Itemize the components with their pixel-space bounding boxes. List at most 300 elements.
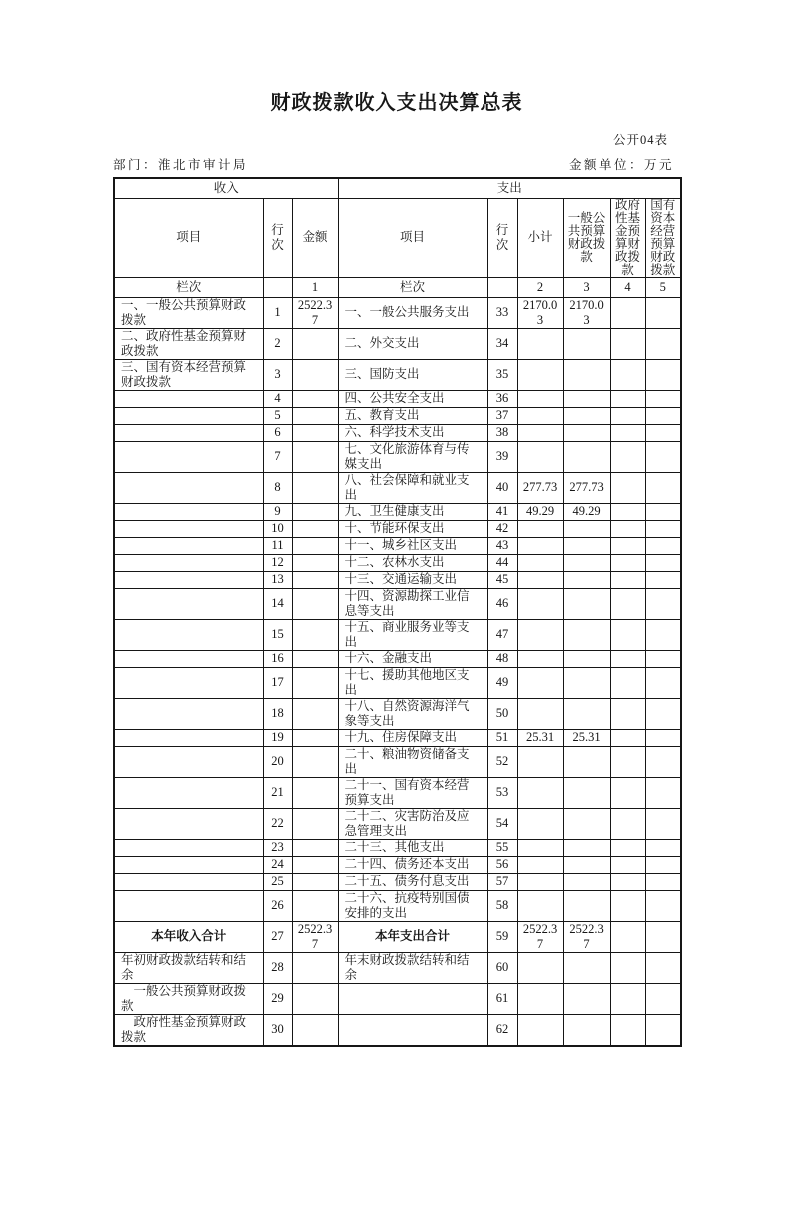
income-amount-cell <box>292 839 338 856</box>
expense-item-cell: 十二、农林水支出 <box>338 554 487 571</box>
general-budget-header: 一般公共预算财政拨款 <box>563 198 610 277</box>
expense-general-budget-cell <box>563 952 610 983</box>
expense-subtotal-cell <box>517 698 563 729</box>
expense-item-cell <box>338 1014 487 1046</box>
expense-item-cell: 一、一般公共服务支出 <box>338 297 487 328</box>
expense-state-capital-cell <box>645 983 681 1014</box>
expense-gov-fund-cell <box>610 952 645 983</box>
expense-gov-fund-cell <box>610 729 645 746</box>
expense-general-budget-cell: 25.31 <box>563 729 610 746</box>
expense-gov-fund-cell <box>610 328 645 359</box>
expense-lineno-index-blank <box>487 277 517 297</box>
expense-lineno-cell: 38 <box>487 424 517 441</box>
expense-subtotal-cell <box>517 1014 563 1046</box>
expense-state-capital-cell <box>645 390 681 407</box>
income-amount-cell <box>292 777 338 808</box>
income-lineno-cell: 21 <box>263 777 292 808</box>
income-lineno-cell: 23 <box>263 839 292 856</box>
table-row <box>114 359 681 390</box>
table-row <box>114 839 681 856</box>
expense-item-cell: 二十一、国有资本经营预算支出 <box>338 777 487 808</box>
expense-subtotal-cell <box>517 537 563 554</box>
income-lineno-header-text: 行次 <box>271 222 284 252</box>
department-label: 部门：淮北市审计局 <box>113 158 249 172</box>
expense-lineno-cell: 36 <box>487 390 517 407</box>
expense-state-capital-cell <box>645 472 681 503</box>
income-amount-cell <box>292 328 338 359</box>
expense-lineno-cell: 58 <box>487 890 517 921</box>
expense-item-cell: 十四、资源勘探工业信息等支出 <box>338 588 487 619</box>
expense-general-budget-cell <box>563 808 610 839</box>
income-lineno-cell: 17 <box>263 667 292 698</box>
table-row <box>114 1014 681 1046</box>
income-lineno-cell: 1 <box>263 297 292 328</box>
expense-item-cell: 六、科学技术支出 <box>338 424 487 441</box>
table-row <box>114 619 681 650</box>
expense-state-capital-cell <box>645 839 681 856</box>
column-index-row <box>114 277 681 297</box>
expense-gov-fund-cell <box>610 856 645 873</box>
expense-lineno-cell: 41 <box>487 503 517 520</box>
expense-subtotal-cell <box>517 890 563 921</box>
expense-state-capital-cell <box>645 571 681 588</box>
expense-item-cell: 十六、金融支出 <box>338 650 487 667</box>
expense-general-budget-cell: 2170.03 <box>563 297 610 328</box>
expense-item-cell: 五、教育支出 <box>338 407 487 424</box>
table-row <box>114 571 681 588</box>
expense-gov-fund-cell <box>610 983 645 1014</box>
expense-lineno-cell: 55 <box>487 839 517 856</box>
expense-general-budget-cell <box>563 667 610 698</box>
expense-general-budget-cell <box>563 441 610 472</box>
expense-lineno-cell: 48 <box>487 650 517 667</box>
expense-state-capital-cell <box>645 441 681 472</box>
expense-general-budget-cell <box>563 571 610 588</box>
income-lineno-cell: 6 <box>263 424 292 441</box>
expense-lineno-header <box>487 198 517 277</box>
expense-lineno-cell: 59 <box>487 921 517 952</box>
column-header-row <box>114 198 681 277</box>
expense-general-budget-cell: 49.29 <box>563 503 610 520</box>
expense-item-cell: 二十三、其他支出 <box>338 839 487 856</box>
income-amount-cell <box>292 441 338 472</box>
expense-gov-fund-cell <box>610 650 645 667</box>
expense-gov-fund-cell <box>610 424 645 441</box>
income-lineno-cell: 26 <box>263 890 292 921</box>
income-item-cell <box>114 746 263 777</box>
expense-subtotal-cell <box>517 777 563 808</box>
expense-lineno-cell: 60 <box>487 952 517 983</box>
expense-subtotal-cell: 49.29 <box>517 503 563 520</box>
income-lineno-cell: 24 <box>263 856 292 873</box>
expense-general-budget-cell: 2522.37 <box>563 921 610 952</box>
income-item-cell <box>114 856 263 873</box>
income-amount-cell <box>292 359 338 390</box>
table-row <box>114 856 681 873</box>
table-row <box>114 729 681 746</box>
expense-lineno-cell: 61 <box>487 983 517 1014</box>
income-lineno-cell: 9 <box>263 503 292 520</box>
expense-state-capital-cell <box>645 873 681 890</box>
income-item-cell: 一、一般公共预算财政拨款 <box>114 297 263 328</box>
income-lineno-cell: 27 <box>263 921 292 952</box>
expense-general-budget-cell <box>563 839 610 856</box>
expense-lineno-cell: 39 <box>487 441 517 472</box>
income-amount-cell: 2522.37 <box>292 921 338 952</box>
expense-subtotal-cell <box>517 571 563 588</box>
expense-gov-fund-cell <box>610 520 645 537</box>
expense-item-header: 项目 <box>338 198 487 277</box>
expense-subtotal-cell <box>517 619 563 650</box>
expense-subtotal-cell <box>517 588 563 619</box>
income-item-cell <box>114 424 263 441</box>
expense-subtotal-cell <box>517 650 563 667</box>
expense-item-cell: 十五、商业服务业等支出 <box>338 619 487 650</box>
table-row <box>114 554 681 571</box>
income-item-cell <box>114 777 263 808</box>
income-amount-cell <box>292 571 338 588</box>
income-item-cell <box>114 441 263 472</box>
expense-state-capital-cell <box>645 698 681 729</box>
expense-gov-fund-cell <box>610 441 645 472</box>
document-page <box>0 86 793 1047</box>
expense-lineno-cell: 50 <box>487 698 517 729</box>
expense-item-cell: 二十六、抗疫特别国债安排的支出 <box>338 890 487 921</box>
expense-subtotal-cell <box>517 856 563 873</box>
expense-lineno-cell: 51 <box>487 729 517 746</box>
income-lineno-cell: 10 <box>263 520 292 537</box>
income-item-cell <box>114 839 263 856</box>
expense-lineno-cell: 44 <box>487 554 517 571</box>
expense-general-budget-cell <box>563 537 610 554</box>
table-row <box>114 890 681 921</box>
expense-general-budget-cell: 277.73 <box>563 472 610 503</box>
table-code-label: 公开04表 <box>612 133 668 147</box>
expense-gov-fund-cell <box>610 667 645 698</box>
expense-item-cell: 十三、交通运输支出 <box>338 571 487 588</box>
income-lineno-cell: 11 <box>263 537 292 554</box>
income-amount-cell <box>292 554 338 571</box>
expense-item-cell: 本年支出合计 <box>338 921 487 952</box>
expense-state-capital-cell <box>645 777 681 808</box>
income-amount-cell <box>292 698 338 729</box>
expense-gov-fund-cell <box>610 808 645 839</box>
income-item-cell: 政府性基金预算财政拨款 <box>114 1014 263 1046</box>
expense-general-budget-cell <box>563 746 610 777</box>
income-amount-cell: 2522.37 <box>292 297 338 328</box>
income-item-cell <box>114 808 263 839</box>
expense-lineno-cell: 62 <box>487 1014 517 1046</box>
expense-subtotal-cell <box>517 983 563 1014</box>
income-item-cell <box>114 571 263 588</box>
expense-item-cell: 七、文化旅游体育与传媒支出 <box>338 441 487 472</box>
income-amount-cell <box>292 808 338 839</box>
expense-general-budget-cell <box>563 424 610 441</box>
state-capital-header: 国有资本经营预算财政拨款 <box>645 198 681 277</box>
expense-subtotal-cell <box>517 424 563 441</box>
income-item-cell <box>114 729 263 746</box>
table-row <box>114 328 681 359</box>
income-lineno-index-blank <box>263 277 292 297</box>
income-item-cell <box>114 554 263 571</box>
expense-general-budget-cell <box>563 650 610 667</box>
expense-gov-fund-cell <box>610 359 645 390</box>
table-row <box>114 424 681 441</box>
expense-index-label: 栏次 <box>338 277 487 297</box>
expense-general-budget-cell <box>563 873 610 890</box>
income-amount-cell <box>292 1014 338 1046</box>
expense-item-cell: 二、外交支出 <box>338 328 487 359</box>
income-lineno-cell: 13 <box>263 571 292 588</box>
income-lineno-cell: 14 <box>263 588 292 619</box>
income-item-cell <box>114 390 263 407</box>
income-lineno-cell: 22 <box>263 808 292 839</box>
expense-gov-fund-cell <box>610 588 645 619</box>
page-title: 财政拨款收入支出决算总表 <box>270 92 523 114</box>
expense-item-cell: 二十二、灾害防治及应急管理支出 <box>338 808 487 839</box>
table-row <box>114 921 681 952</box>
income-amount-cell <box>292 667 338 698</box>
expense-section-header: 支出 <box>338 178 681 198</box>
expense-subtotal-cell <box>517 359 563 390</box>
expense-state-capital-cell <box>645 890 681 921</box>
expense-gov-fund-cell <box>610 890 645 921</box>
expense-subtotal-cell <box>517 554 563 571</box>
income-lineno-cell: 29 <box>263 983 292 1014</box>
table-row <box>114 698 681 729</box>
expense-general-budget-cell <box>563 359 610 390</box>
expense-gov-fund-cell <box>610 407 645 424</box>
income-lineno-cell: 30 <box>263 1014 292 1046</box>
expense-general-budget-cell <box>563 890 610 921</box>
expense-lineno-cell: 46 <box>487 588 517 619</box>
expense-gov-fund-cell <box>610 839 645 856</box>
income-amount-cell <box>292 537 338 554</box>
column-index-4: 4 <box>610 277 645 297</box>
expense-state-capital-cell <box>645 359 681 390</box>
expense-gov-fund-cell <box>610 619 645 650</box>
expense-general-budget-cell <box>563 588 610 619</box>
income-amount-cell <box>292 520 338 537</box>
expense-general-budget-cell <box>563 698 610 729</box>
expense-gov-fund-cell <box>610 297 645 328</box>
income-amount-cell <box>292 729 338 746</box>
expense-lineno-cell: 43 <box>487 537 517 554</box>
expense-state-capital-cell <box>645 856 681 873</box>
income-lineno-cell: 25 <box>263 873 292 890</box>
expense-subtotal-cell: 2522.37 <box>517 921 563 952</box>
expense-lineno-cell: 57 <box>487 873 517 890</box>
income-lineno-cell: 8 <box>263 472 292 503</box>
expense-state-capital-cell <box>645 1014 681 1046</box>
expense-item-cell: 十、节能环保支出 <box>338 520 487 537</box>
income-lineno-header <box>263 198 292 277</box>
expense-lineno-cell: 52 <box>487 746 517 777</box>
amount-unit-label: 金额单位：万元 <box>568 158 674 172</box>
expense-state-capital-cell <box>645 667 681 698</box>
income-amount-cell <box>292 650 338 667</box>
expense-state-capital-cell <box>645 537 681 554</box>
income-amount-cell <box>292 472 338 503</box>
income-lineno-cell: 20 <box>263 746 292 777</box>
expense-subtotal-cell <box>517 520 563 537</box>
income-item-cell <box>114 873 263 890</box>
expense-lineno-cell: 34 <box>487 328 517 359</box>
expense-gov-fund-cell <box>610 1014 645 1046</box>
expense-item-cell: 十九、住房保障支出 <box>338 729 487 746</box>
income-amount-cell <box>292 952 338 983</box>
income-lineno-cell: 19 <box>263 729 292 746</box>
income-item-cell <box>114 503 263 520</box>
expense-lineno-cell: 42 <box>487 520 517 537</box>
expense-gov-fund-cell <box>610 873 645 890</box>
table-row <box>114 537 681 554</box>
expense-item-cell: 八、社会保障和就业支出 <box>338 472 487 503</box>
income-item-cell: 二、政府性基金预算财政拨款 <box>114 328 263 359</box>
expense-item-cell: 十一、城乡社区支出 <box>338 537 487 554</box>
table-row <box>114 441 681 472</box>
expense-lineno-cell: 45 <box>487 571 517 588</box>
expense-gov-fund-cell <box>610 921 645 952</box>
expense-state-capital-cell <box>645 297 681 328</box>
expense-general-budget-cell <box>563 983 610 1014</box>
expense-general-budget-cell <box>563 1014 610 1046</box>
expense-item-cell: 四、公共安全支出 <box>338 390 487 407</box>
gov-fund-header: 政府性基金预算财政拨款 <box>610 198 645 277</box>
expense-state-capital-cell <box>645 729 681 746</box>
expense-state-capital-cell <box>645 808 681 839</box>
income-amount-cell <box>292 983 338 1014</box>
expense-item-cell: 二十五、债务付息支出 <box>338 873 487 890</box>
income-item-cell <box>114 472 263 503</box>
expense-subtotal-header: 小计 <box>517 198 563 277</box>
column-index-5: 5 <box>645 277 681 297</box>
column-index-2: 2 <box>517 277 563 297</box>
expense-state-capital-cell <box>645 619 681 650</box>
expense-state-capital-cell <box>645 424 681 441</box>
income-lineno-cell: 28 <box>263 952 292 983</box>
expense-subtotal-cell <box>517 746 563 777</box>
table-row <box>114 777 681 808</box>
table-row <box>114 746 681 777</box>
expense-subtotal-cell <box>517 839 563 856</box>
table-row <box>114 808 681 839</box>
expense-lineno-cell: 49 <box>487 667 517 698</box>
expense-state-capital-cell <box>645 328 681 359</box>
income-lineno-cell: 16 <box>263 650 292 667</box>
expense-gov-fund-cell <box>610 472 645 503</box>
income-amount-cell <box>292 390 338 407</box>
expense-subtotal-cell <box>517 390 563 407</box>
column-index-3: 3 <box>563 277 610 297</box>
column-index-1: 1 <box>292 277 338 297</box>
expense-subtotal-cell <box>517 407 563 424</box>
expense-gov-fund-cell <box>610 746 645 777</box>
expense-general-budget-cell <box>563 777 610 808</box>
income-item-cell <box>114 650 263 667</box>
expense-item-cell: 二十、粮油物资储备支出 <box>338 746 487 777</box>
expense-gov-fund-cell <box>610 698 645 729</box>
table-row <box>114 650 681 667</box>
income-item-cell: 三、国有资本经营预算财政拨款 <box>114 359 263 390</box>
expense-lineno-header-text: 行次 <box>495 222 509 252</box>
income-amount-cell <box>292 424 338 441</box>
income-item-cell: 本年收入合计 <box>114 921 263 952</box>
income-section-header: 收入 <box>114 178 338 198</box>
expense-lineno-cell: 35 <box>487 359 517 390</box>
table-row <box>114 407 681 424</box>
table-row <box>114 873 681 890</box>
expense-general-budget-cell <box>563 554 610 571</box>
income-amount-cell <box>292 407 338 424</box>
expense-gov-fund-cell <box>610 537 645 554</box>
meta-row <box>113 155 680 173</box>
expense-subtotal-cell <box>517 952 563 983</box>
expense-item-cell: 十八、自然资源海洋气象等支出 <box>338 698 487 729</box>
expense-gov-fund-cell <box>610 571 645 588</box>
income-item-cell: 年初财政拨款结转和结余 <box>114 952 263 983</box>
income-lineno-cell: 2 <box>263 328 292 359</box>
expense-subtotal-cell <box>517 873 563 890</box>
table-row <box>114 472 681 503</box>
income-item-cell <box>114 537 263 554</box>
expense-general-budget-cell <box>563 619 610 650</box>
income-lineno-cell: 7 <box>263 441 292 472</box>
income-amount-cell <box>292 873 338 890</box>
expense-state-capital-cell <box>645 503 681 520</box>
income-amount-header: 金额 <box>292 198 338 277</box>
expense-subtotal-cell <box>517 328 563 359</box>
expense-lineno-cell: 53 <box>487 777 517 808</box>
income-item-cell <box>114 407 263 424</box>
expense-subtotal-cell: 25.31 <box>517 729 563 746</box>
expense-general-budget-cell <box>563 390 610 407</box>
income-amount-cell <box>292 503 338 520</box>
expense-gov-fund-cell <box>610 390 645 407</box>
income-lineno-cell: 4 <box>263 390 292 407</box>
income-item-cell: 一般公共预算财政拨款 <box>114 983 263 1014</box>
expense-lineno-cell: 56 <box>487 856 517 873</box>
section-header-row <box>114 178 681 198</box>
expense-subtotal-cell <box>517 667 563 698</box>
income-item-cell <box>114 698 263 729</box>
expense-item-cell <box>338 983 487 1014</box>
income-item-cell <box>114 890 263 921</box>
income-amount-cell <box>292 619 338 650</box>
income-lineno-cell: 3 <box>263 359 292 390</box>
income-lineno-cell: 18 <box>263 698 292 729</box>
expense-gov-fund-cell <box>610 503 645 520</box>
income-item-cell <box>114 520 263 537</box>
table-row <box>114 983 681 1014</box>
expense-general-budget-cell <box>563 856 610 873</box>
expense-lineno-cell: 33 <box>487 297 517 328</box>
income-index-label: 栏次 <box>114 277 263 297</box>
expense-general-budget-cell <box>563 407 610 424</box>
expense-state-capital-cell <box>645 921 681 952</box>
income-lineno-cell: 5 <box>263 407 292 424</box>
expense-lineno-cell: 40 <box>487 472 517 503</box>
expense-state-capital-cell <box>645 520 681 537</box>
expense-item-cell: 年末财政拨款结转和结余 <box>338 952 487 983</box>
table-row <box>114 667 681 698</box>
expense-state-capital-cell <box>645 554 681 571</box>
table-row <box>114 520 681 537</box>
table-row <box>114 390 681 407</box>
income-lineno-cell: 12 <box>263 554 292 571</box>
expense-item-cell: 三、国防支出 <box>338 359 487 390</box>
expense-gov-fund-cell <box>610 554 645 571</box>
